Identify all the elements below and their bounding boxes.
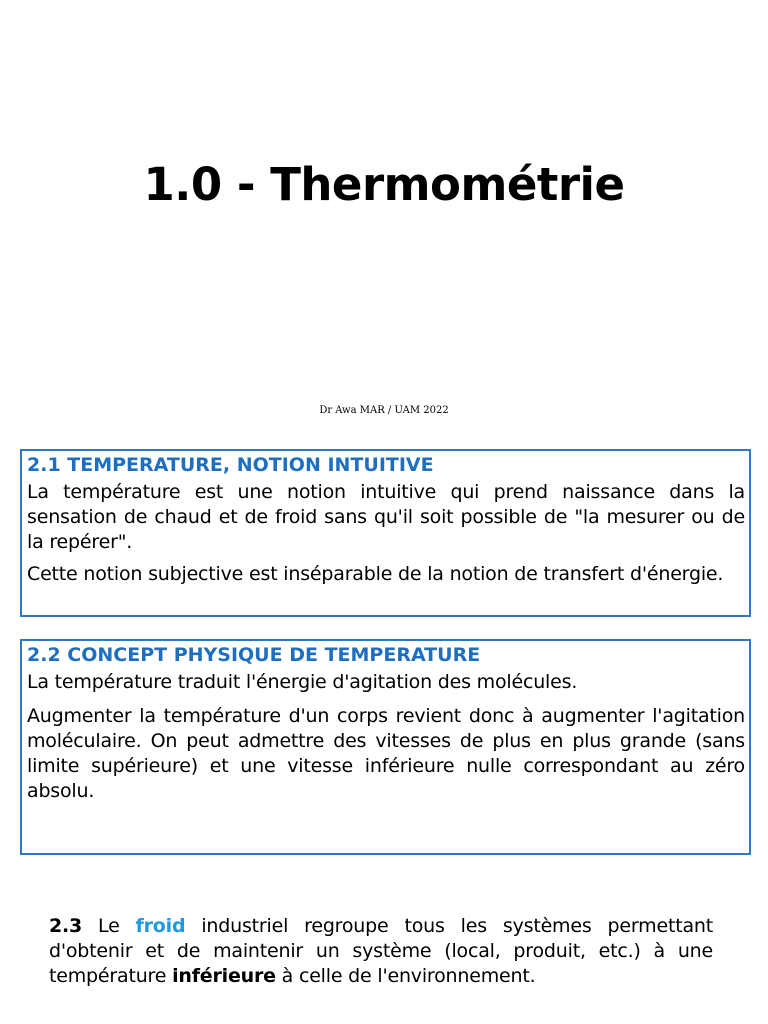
highlight-word: froid [135,915,186,937]
text-run: industriel regroupe tous les systèmes permettant d'obtenir et de maintenir un système (local, produit, etc.) à une température [49,915,713,987]
section-box-concept-physique [20,639,751,855]
section-paragraph: Augmenter la température d'un corps revient donc à augmenter l'agitation moléculaire. On peut admettre des vitesses de plus en plus grande (sans limite supérieure) et une vitesse inférieure nulle correspondant au zéro absolu. [27,705,745,802]
section-heading: 2.1 TEMPERATURE, NOTION INTUITIVE [27,454,434,476]
author-line: Dr Awa MAR / UAM 2022 [319,405,449,416]
text-run: Le [82,915,136,937]
section-heading: 2.2 CONCEPT PHYSIQUE DE TEMPERATURE [27,644,481,666]
emphasis-word: inférieure [172,965,276,987]
page-title: 1.0 - Thermométrie [143,158,625,211]
section-number: 2.3 [49,915,83,937]
text-run: à celle de l'environnement. [275,965,536,987]
section-paragraph: Cette notion subjective est inséparable de la notion de transfert d'énergie. [27,563,724,585]
section-box-temperature-intuitive [20,449,751,617]
section-paragraph: La température est une notion intuitive qui prend naissance dans la sensation de chaud et de froid sans qu'il soit possible de "la mesurer ou de la repérer". [27,481,745,553]
section-paragraph: La température traduit l'énergie d'agitation des molécules. [27,671,578,693]
section-froid-industriel [49,914,713,989]
